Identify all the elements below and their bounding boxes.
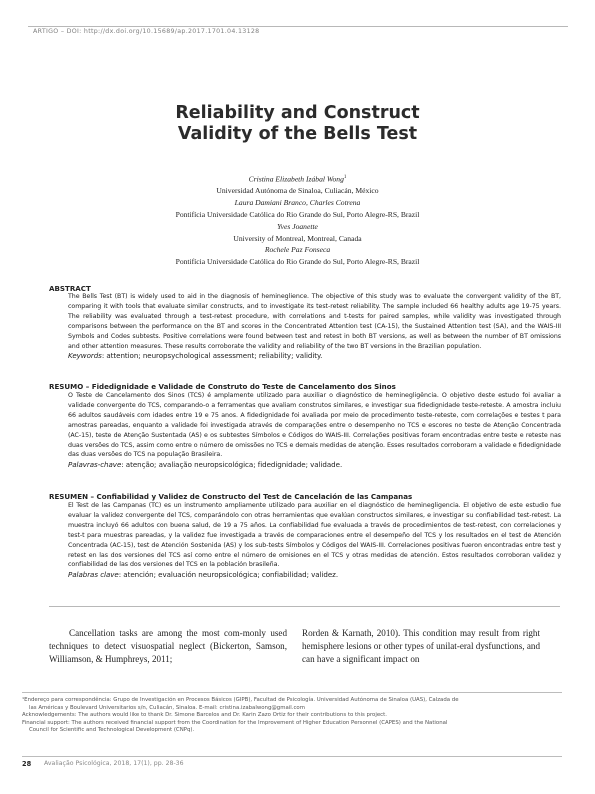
author-affiliation: University of Montreal, Montreal, Canada <box>233 233 362 243</box>
abstract-keywords <box>68 351 561 361</box>
author-list <box>0 172 595 268</box>
footnote-rule <box>22 692 562 693</box>
footnote-address-line-1: ¹Endereço para correspondência: Grupo de Investigación en Procesos Básicos (GIPB), Facultad de Psicología. Universidad Autónoma de Sinaloa (UAS), Calzada de <box>22 697 459 703</box>
author-name: Yves Joanette <box>277 221 318 231</box>
palabras-clave-label: Palabras clave <box>68 570 119 580</box>
title-line-2: Validity of the Bells Test <box>177 124 418 144</box>
keywords-label: Keywords <box>68 351 102 361</box>
author-name: Cristina Elizabeth Izábal Wong <box>248 174 344 184</box>
resumen-text: El Test de las Campanas (TC) es un instrumento ampliamente utilizado para auxiliar en el diagnóstico de heminegligencia. El objetivo de este estudio fue evaluar la validez convergente del TCS, comparándolo con otras herramientas que evalúan constructos similares, e investigar su confiabilidad test-retest. La muestra incluyó 66 adultos con buena salud, de 19 a 75 años. La confiabilidad fue evaluada a través de procedimientos de test-retest, con correlaciones y test-t para muestras pareadas, y la validez fue investigada a través de comparaciones entre el desempeño del TCS y los resultados en el test de Atención Concentrada (AC-15), test de Atención Sostenida (AS) y los sub-tests Símbolos y Códigos del WAIS-III. Correlaciones positivas fueron encontradas entre test y retest en las dos versiones del TCS así como entre el número de omisiones en el TCS y otras medidas de atención. Estos resultados corroboran validez y confiabilidad de las dos versiones del TCS en la población brasileña. <box>68 502 561 569</box>
abstract-heading: ABSTRACT <box>49 284 91 293</box>
author-affiliation: Pontifícia Universidade Católica do Rio Grande do Sul, Porto Alegre-RS, Brazil <box>175 209 420 219</box>
author-affiliation: Pontifícia Universidade Católica do Rio Grande do Sul, Porto Alegre-RS, Brazil <box>175 257 420 267</box>
palavras-chave-label: Palavras-chave <box>68 460 122 470</box>
keywords-text: : attention; neuropsychological assessment; reliability; validity. <box>101 351 323 361</box>
abstract-body <box>68 292 561 361</box>
section-divider <box>49 606 560 607</box>
footnotes <box>22 697 562 735</box>
footer-rule <box>22 756 562 757</box>
footnote-financial-support-line-2: Council for Scientific and Technological Development (CNPq). <box>29 727 195 734</box>
body-column-right: Rorden & Karnath, 2010). This condition may result from right hemisphere lesions or other types of unilat-eral dysfunctions, and can have a significant impact on <box>302 628 540 665</box>
abstract-text: The Bells Test (BT) is widely used to aid in the diagnosis of hemineglience. The objective of this study was to evaluate the convergent validity of the BT, comparing it with tools that evaluate similar constructs, and to investigate its test-retest reliability. The sample included 66 healthy adults age 19-75 years. The reliability was evaluated through a test-retest procedure, with correlations and t-tests for paired samples, while validity was investigated through comparisons between the performance on the BT and scores in the Concentrated Attention test (CA-15), the Sustained Attention test (SA), and the WAIS-III Symbols and Codes subtests. Positive correlations were found between test and retest in both BT versions, as well as between the number of BT omissions and other attention measures. These results corroborate the validity and reliability of the two BT versions in the Brazilian population. <box>68 293 561 350</box>
resumen-body <box>68 501 561 580</box>
resumo-body <box>68 391 561 470</box>
article-doi-header: ARTIGO – DOI: http://dx.doi.org/10.15689/ap.2017.1701.04.13128 <box>33 28 260 35</box>
footnote-marker: 1 <box>343 175 347 180</box>
palabras-clave-text: : atención; evaluación neuropsicológica; confiabilidad; validez. <box>118 570 339 580</box>
footnote-financial-support-line-1: Financial support: The authors received financial support from the Coordination for the Improvement of Higher Education Personnel (CAPES) and the National <box>22 719 448 726</box>
header-rule <box>28 26 568 27</box>
page-number: 28 <box>22 760 32 768</box>
author-name: Laura Damiani Branco, Charles Cotrena <box>234 198 361 208</box>
journal-citation: Avaliação Psicológica, 2018, 17(1), pp. 28-36 <box>44 760 184 767</box>
footnote-address-line-2: las Américas y Boulevard Universitarios s/n, Culiacán, Sinaloa. E-mail: cristina.izabalwong@gmail.com <box>29 704 305 711</box>
resumen-heading: RESUMEN – Confiabilidad y Validez de Constructo del Test de Cancelación de las Campanas <box>49 492 413 501</box>
author-entry <box>0 172 595 185</box>
palavras-chave-text: : atenção; avaliação neuropsicológica; fidedignidade; validade. <box>121 460 343 470</box>
author-name: Rochele Paz Fonseca <box>264 245 331 255</box>
resumo-heading: RESUMO – Fidedignidade e Validade de Construto do Teste de Cancelamento dos Sinos <box>49 382 396 391</box>
resumo-keywords <box>68 460 561 470</box>
footnote-acknowledgements: Acknowledgements: The authors would like to thank Dr. Simone Barcelos and Dr. Karin Zazo Ortiz for their contributions to this project. <box>22 712 387 719</box>
resumen-keywords <box>68 570 561 580</box>
body-column-left: Cancellation tasks are among the most com-monly used techniques to detect visuospatial neglect (Bickerton, Samson, Williamson, & Humphreys, 2011; <box>49 628 287 665</box>
resumo-text: O Teste de Cancelamento dos Sinos (TCS) é amplamente utilizado para auxiliar o diagnóstico de heminegligência. O objetivo deste estudo foi avaliar a validade convergente do TCS, comparando-o a ferramentas que avaliam construtos similares, e investigar sua fidedignidade teste-reteste. A amostra incluiu 66 adultos saudáveis com idades entre 19 e 75 anos. A fidedignidade foi avaliada por meio de procedimento teste-reteste, com correlações e testes t para amostras pareadas, enquanto a validade foi investigada através de comparações entre o desempenho no TCS e escores no teste de Atenção Concentrada (AC-15), teste de Atenção Sustentada (AS) e os subtestes Símbolos e Códigos do WAIS-III. Correlações positivas foram encontradas entre teste e reteste nas duas versões do TCS, assim como entre o número de omissões no TCS e demais medidas de atenção. Esses resultados corroboram a validade e fidedignidade das duas versões do TCS na população Brasileira. <box>68 392 561 459</box>
author-affiliation: Universidad Autónoma de Sinaloa, Culiacán, México <box>216 186 379 196</box>
title-line-1: Reliability and Construct <box>175 103 420 123</box>
